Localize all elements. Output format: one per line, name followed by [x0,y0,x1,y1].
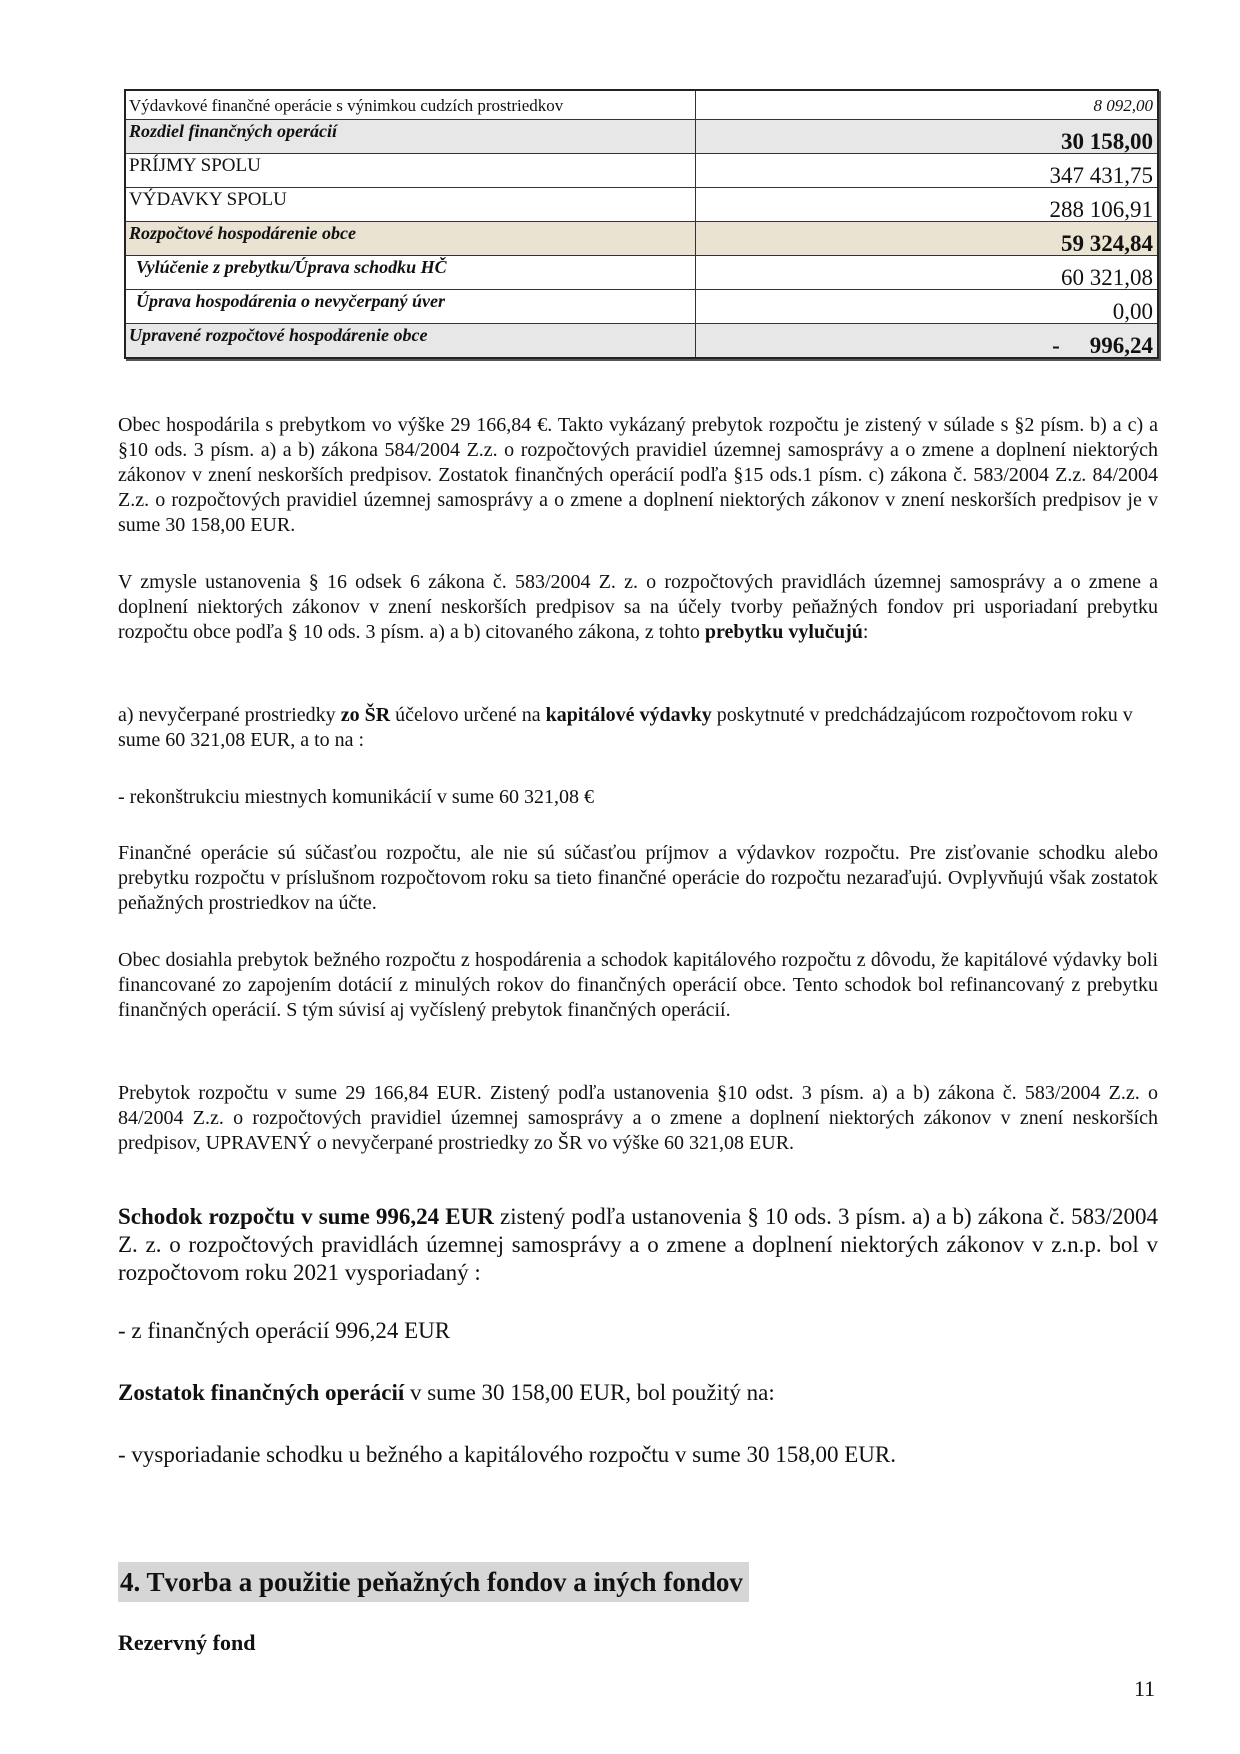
minus-sign: - [1052,333,1060,358]
paragraph-text: zistený podľa ustanovenia § 10 ods. 3 písm. a) a b) zákona č. 583/2004 Z. z. o rozpočtových pravidlách územnej samosprávy a o zmene a doplnení niektorých zákonov v z.n.p. bol v rozpočtovom roku 2021 vysporiadaný : [118,1204,1159,1285]
table-row [125,256,1158,290]
row-value: 288 106,91 [696,188,1159,222]
paragraph-balance [118,1379,1158,1407]
paragraph-deficit [118,1203,1158,1287]
paragraph-text: V zmysle ustanovenia § 16 odsek 6 zákona č. 583/2004 Z. z. o rozpočtových pravidlách územnej samosprávy a o zmene a doplnení niektorých zákonov v znení neskorších predpisov sa na účely tvorby peňažných fondov pri usporiadaní prebytku rozpočtu obce podľa § 10 ods. 3 písm. a) a b) citovaného zákona, z tohto [118,571,1158,643]
paragraph-bold: prebytku vylučujú [704,621,863,643]
row-value: 60 321,08 [696,256,1159,290]
paragraph-bold: zo ŠR [340,704,391,726]
row-label: PRÍJMY SPOLU [125,154,696,188]
paragraph-surplus: Obec hospodárila s prebytkom vo výške 29 166,84 €. Takto vykázaný prebytok rozpočtu je zistený v súlade s §2 písm. b) a c) a §10 ods. 3 písm. a) a b) zákona 584/2004 Z.z. o rozpočtových pravidiel územnej samosprávy a o zmene a doplnení niektorých zákonov v znení neskorších predpisov. Zostatok finančných operácií podľa §15 ods.1 písm. c) zákona č. 583/2004 Z.z. 84/2004 Z.z. o rozpočtových pravidiel územnej samosprávy a o zmene a doplnení niektorých zákonov v znení neskorších predpisov je v sume 30 158,00 EUR. [118,414,1158,536]
table-row [125,90,1158,120]
row-label: Úprava hospodárenia o nevyčerpaný úver [125,290,696,324]
table-row [125,324,1158,359]
row-value: 347 431,75 [696,154,1159,188]
paragraph-surplus-adjusted: Prebytok rozpočtu v sume 29 166,84 EUR. Zistený podľa ustanovenia §10 odst. 3 písm. a) a b) zákona č. 583/2004 Z.z. o 84/2004 Z.z. o rozpočtových pravidiel územnej samosprávy a o zmene a doplnení niektorých zákonov v znení neskorších predpisov, UPRAVENÝ o nevyčerpané prostriedky zo ŠR vo výške 60 321,08 EUR. [118,1082,1158,1154]
table-row [125,222,1158,256]
paragraph-deficit-explanation: Obec dosiahla prebytok bežného rozpočtu z hospodárenia a schodok kapitálového rozpočtu z dôvodu, že kapitálové výdavky boli financované zo zapojením dotácií z minulých rokov do finančných operácií obce. Tento schodok bol refinancovaný z prebytku finančných operácií. S tým súvisí aj vyčíslený prebytok finančných operácií. [118,949,1158,1021]
paragraph-text: účelovo určené na [395,704,541,726]
paragraph-item-a [118,703,1158,753]
row-label: Rozpočtové hospodárenie obce [125,222,696,256]
row-value: 8 092,00 [696,90,1159,120]
row-label: Vylúčenie z prebytku/Úprava schodku HČ [125,256,696,290]
table-row [125,188,1158,222]
row-value: 0,00 [696,290,1159,324]
paragraph-settlement: - vysporiadanie schodku u bežného a kapitálového rozpočtu v sume 30 158,00 EUR. [118,1442,896,1467]
page-number: 11 [1134,1676,1156,1701]
table-row [125,154,1158,188]
row-label: Výdavkové finančné operácie s výnimkou cudzích prostriedkov [125,90,696,120]
paragraph-bold: Zostatok finančných operácií [118,1380,405,1405]
row-value: 30 158,00 [696,120,1159,154]
table-row [125,290,1158,324]
row-label: Upravené rozpočtové hospodárenie obce [125,324,696,359]
paragraph-text: a) nevyčerpané prostriedky [118,704,336,726]
table-row [125,120,1158,154]
paragraph-exclusion [118,570,1158,645]
paragraph-bold: kapitálové výdavky [545,704,712,726]
section-heading: 4. Tvorba a použitie peňažných fondov a iných fondov [118,1562,749,1602]
row-label: VÝDAVKY SPOLU [125,188,696,222]
paragraph-text: : [862,621,869,643]
row-value-number: 996,24 [1089,333,1153,358]
paragraph-from-financial-operations: - z finančných operácií 996,24 EUR [118,1318,451,1343]
paragraph-bold: Schodok rozpočtu v sume 996,24 EUR [118,1204,494,1229]
paragraph-reconstruction: - rekonštrukciu miestnych komunikácií v sume 60 321,08 € [118,786,595,808]
budget-summary-table [124,89,1159,359]
paragraph-text: v sume 30 158,00 EUR, bol použitý na: [409,1380,775,1405]
row-label: Rozdiel finančných operácií [125,120,696,154]
row-value [696,324,1159,359]
subheading-reserve-fund: Rezervný fond [118,1630,256,1655]
paragraph-text: poskytnuté v predchádzajúcom rozpočtovom roku v sume 60 321,08 EUR, a to na : [118,704,1133,751]
row-value: 59 324,84 [696,222,1159,256]
paragraph-financial-operations: Finančné operácie sú súčasťou rozpočtu, ale nie sú súčasťou príjmov a výdavkov rozpočtu. Pre zisťovanie schodku alebo prebytku rozpočtu v príslušnom rozpočtovom roku sa tieto finančné operácie do rozpočtu nezaraďujú. Ovplyvňujú však zostatok peňažných prostriedkov na účte. [118,842,1158,914]
